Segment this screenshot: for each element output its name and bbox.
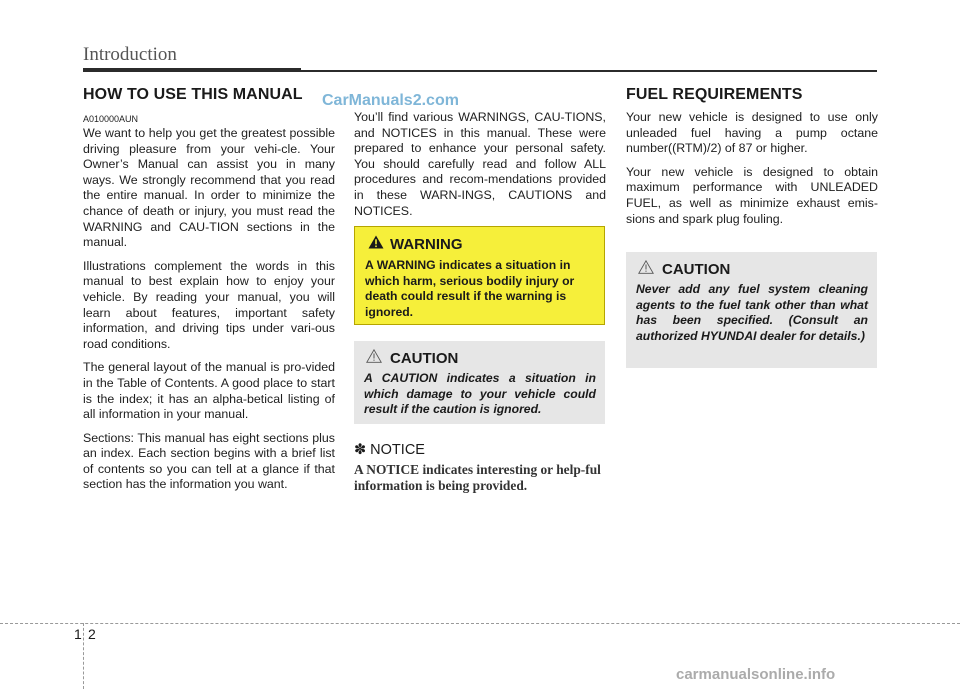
- caution-box-right: [626, 252, 877, 368]
- how-to-use-title: HOW TO USE THIS MANUAL: [83, 86, 303, 103]
- fuel-requirements-title: FUEL REQUIREMENTS: [626, 86, 803, 103]
- warning-box: [354, 226, 605, 325]
- how-to-use-body: [83, 126, 335, 501]
- fuel-paragraph: Your new vehicle is designed to use only unleaded fuel having a pump octane number((RTM)/2) of 87 or higher.: [626, 110, 878, 156]
- how-to-use-paragraph: The general layout of the manual is pro-vided in the Table of Contents. A good place to start is the index; it has an alpha-betical listing of all information in your manual.: [83, 360, 335, 422]
- notice-text: A NOTICE indicates interesting or help-ful information is being provided.: [354, 462, 601, 493]
- section-code: A010000AUN: [83, 114, 139, 124]
- caution-title: CAUTION: [662, 261, 731, 278]
- caution-text: A CAUTION indicates a situation in which damage to your vehicle could result if the caution is ignored.: [364, 371, 596, 417]
- footer-dashed-rule: [0, 623, 960, 624]
- notice-title: ✽ NOTICE: [354, 442, 425, 458]
- how-to-use-paragraph: Sections: This manual has eight sections plus an index. Each section begins with a brief list of contents so you can tell at a glance if that section has the information you want.: [83, 430, 335, 492]
- header-rule-thin: [301, 70, 877, 72]
- page-number: 2: [88, 626, 96, 642]
- middle-body: [354, 110, 606, 227]
- footer-dashed-divider: [83, 623, 84, 689]
- how-to-use-paragraph: Illustrations complement the words in this manual to best explain how to enjoy your vehicle. By reading your manual, you will learn about features, important safety information, and driving tips under vari-ous road conditions.: [83, 258, 335, 351]
- caution-triangle-icon: [638, 260, 654, 279]
- warning-title: WARNING: [390, 236, 463, 253]
- how-to-use-paragraph: We want to help you get the greatest possible driving pleasure from your vehi-cle. Your Owner’s Manual can assist you in many ways. We strongly recommend that you read the entire manual. In order to minimize the chance of death or injury, you must read the WARNING and CAU-TION sections in the manual.: [83, 126, 335, 250]
- caution-box-middle: [354, 341, 605, 424]
- caution-triangle-icon: [366, 349, 382, 368]
- page-header-title: Introduction: [83, 44, 177, 65]
- caution-title: CAUTION: [390, 350, 459, 367]
- watermark-bottom: carmanualsonline.info: [676, 666, 836, 683]
- header-rule-thick: [83, 68, 301, 72]
- warning-text: A WARNING indicates a situation in which harm, serious bodily injury or death could result if the warning is ignored.: [365, 258, 575, 319]
- fuel-paragraph: Your new vehicle is designed to obtain maximum performance with UNLEADED FUEL, as well as minimize exhaust emis-sions and spark plug fouling.: [626, 164, 878, 226]
- watermark-top: CarManuals2.com: [322, 92, 459, 109]
- caution-text: Never add any fuel system cleaning agents to the fuel tank other than what has been specified. (Consult an authorized HYUNDAI dealer for details.): [636, 282, 868, 343]
- middle-paragraph: You’ll find various WARNINGS, CAU-TIONS, and NOTICES in this manual. These were prepared to enhance your personal safety. You should carefully read and follow ALL procedures and recom-mendations provided in these WARN-INGS, CAUTIONS and NOTICES.: [354, 110, 606, 218]
- fuel-body: [626, 110, 878, 235]
- warning-triangle-icon: [368, 235, 384, 254]
- chapter-number: 1: [74, 626, 82, 642]
